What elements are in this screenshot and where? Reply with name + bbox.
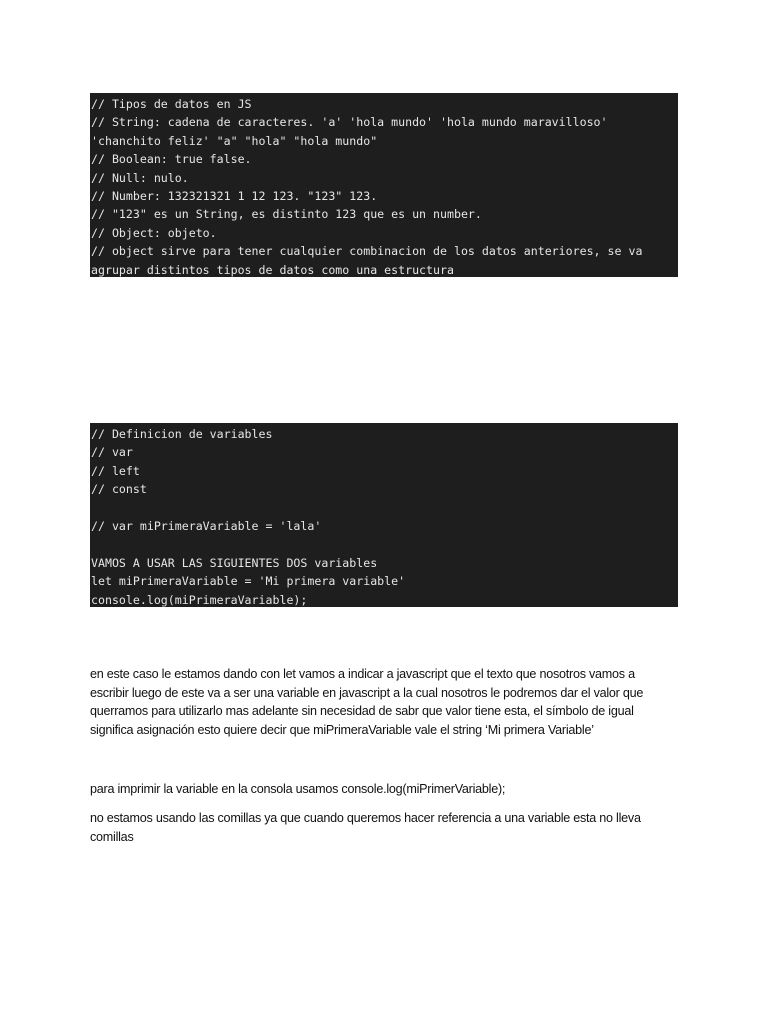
code-line: // Boolean: true false. (91, 152, 252, 167)
code-line: // var (91, 445, 133, 460)
code-line: // Number: 132321321 1 12 123. "123" 123. (91, 188, 378, 203)
paragraph-line: significa asignación esto quiere decir que miPrimeraVariable vale el string ‘Mi primera Variable’ (90, 723, 594, 738)
code-line-blank (90, 535, 678, 553)
code-line: // String: cadena de caracteres. 'a' 'hola mundo' 'hola mundo maravilloso' (91, 115, 608, 130)
paragraph-line: para imprimir la variable en la consola usamos console.log(miPrimerVariable); (90, 782, 506, 796)
paragraph-line: en este caso le estamos dando con let vamos a indicar a javascript que el texto que nosotros vamos a (90, 667, 635, 681)
code-block-data-types (90, 93, 678, 277)
code-line: agrupar distintos tipos de datos como una estructura (91, 262, 454, 277)
paragraph-line: no estamos usando las comillas ya que cuando queremos hacer referencia a una variable esta no lleva (90, 811, 641, 825)
code-line: // "123" es un String, es distinto 123 que es un number. (91, 207, 482, 222)
code-line: // var miPrimeraVariable = 'lala' (91, 518, 322, 533)
code-line: 'chanchito feliz' "a" "hola" "hola mundo" (91, 133, 378, 148)
code-line: // Tipos de datos en JS (91, 97, 252, 111)
paragraph-line: comillas (90, 829, 134, 844)
code-line-blank (90, 499, 678, 517)
code-line: // left (91, 463, 140, 478)
console-log-paragraph (90, 780, 680, 799)
code-line: // Null: nulo. (91, 170, 189, 185)
code-line: // Object: objeto. (91, 225, 217, 240)
code-line: let miPrimeraVariable = 'Mi primera variable' (91, 574, 406, 589)
paragraph-line: querramos para utilizarlo mas adelante sin necesidad de sabr que valor tiene esta, el símbolo de igual (90, 704, 634, 719)
explanation-paragraph (90, 665, 680, 740)
code-line: // Definicion de variables (91, 427, 273, 441)
quotes-paragraph (90, 809, 680, 846)
code-line: // const (91, 482, 147, 497)
paragraph-line: escribir luego de este va a ser una variable en javascript a la cual nosotros le podremos dar el valor que (90, 685, 644, 700)
code-line: console.log(miPrimeraVariable); (91, 592, 308, 607)
code-line: VAMOS A USAR LAS SIGUIENTES DOS variables (91, 555, 378, 570)
code-block-variables (90, 423, 678, 607)
code-line: // object sirve para tener cualquier combinacion de los datos anteriores, se va (91, 244, 643, 259)
